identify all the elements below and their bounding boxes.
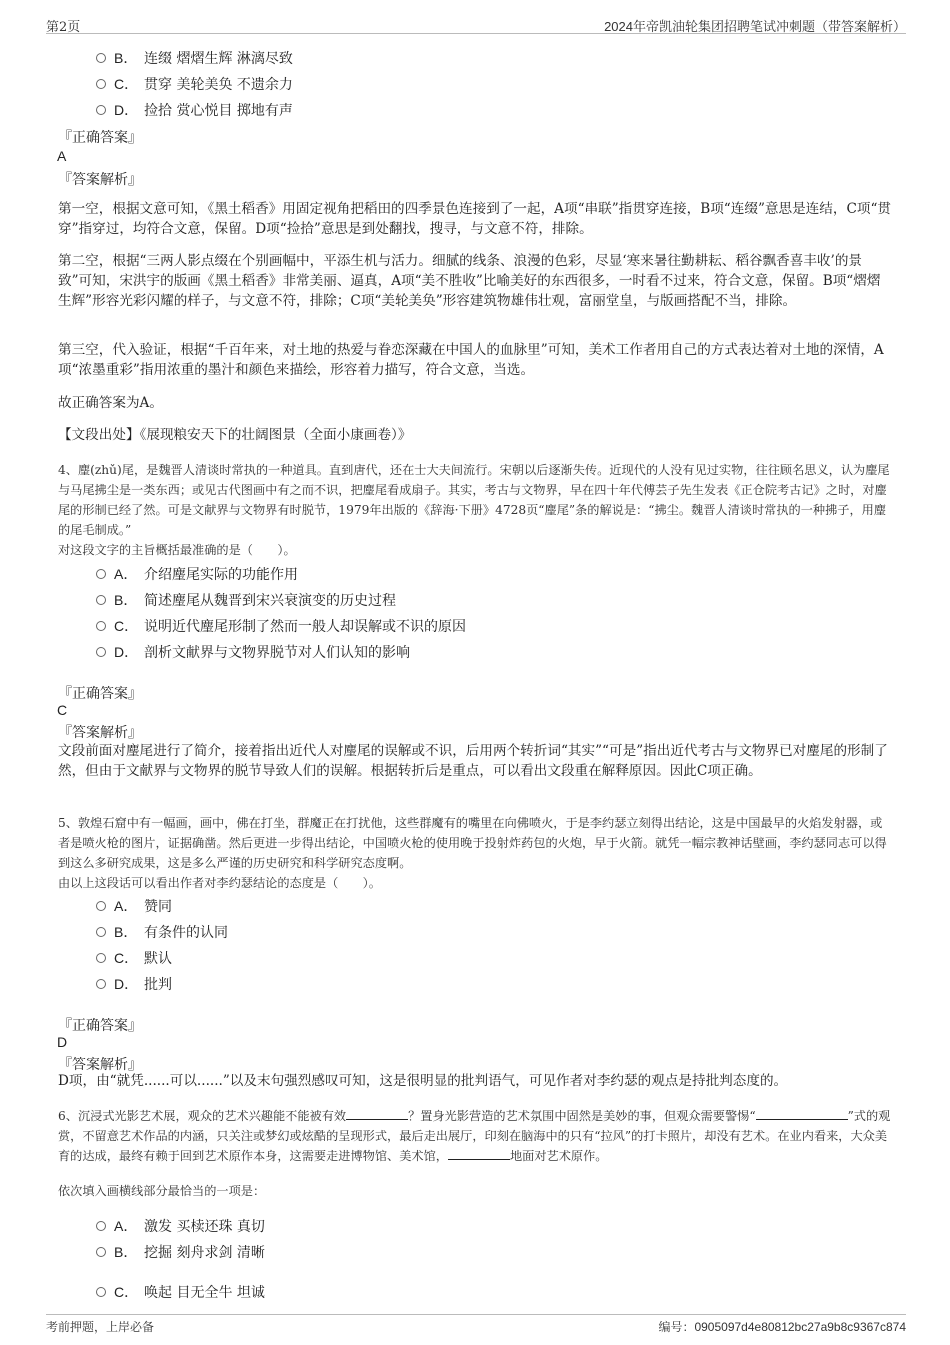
q4-stem: 4、麈(zhǔ)尾，是魏晋人清谈时常执的一种道具。直到唐代，还在士大夫间流行。宋朝以后逐渐失传。近现代的人没有见过实物，往往顾名思义，认为麈尾与马尾拂尘是一类东西；或见古代图画中有之而不识，把麈尾看成扇子。其实，考古与文物界，早在四十年代傅芸子先生发表《正仓院考古记》之时，对麈尾的形制已经了然。可是文献界与文物界有时脱节，1979年出版的《辞海·下册》4728页“麈尾”条的解说是：“拂尘。魏晋人清谈时常执的一种拂子，用麈的尾毛制成。” — [58, 463, 890, 537]
q4-question: 对这段文字的主旨概括最准确的是（ ）。 — [58, 543, 296, 557]
q3-analysis-p1: 第一空，根据文意可知，《黑土稻香》用固定视角把稻田的四季景色连接到了一起，A项“串联”指贯穿连接，B项“连缀”意思是连结，C项“贯穿”指穿过，均符合文意，保留。D项“捡拾”意思是到处翻找，搜寻，与文意不符，排除。 — [58, 201, 891, 237]
radio-icon[interactable] — [96, 1287, 106, 1297]
q3-analysis-label: 『答案解析』 — [58, 172, 142, 188]
radio-icon[interactable] — [96, 1247, 106, 1257]
q6-option-c[interactable]: C． 唤起 目无全牛 坦诚 — [96, 1282, 265, 1304]
q3-analysis-p2: 第二空，根据“三两人影点缀在个别画幅中，平添生机与活力。细腻的线条、浪漫的色彩，尽显‘寒来暑往勤耕耘、稻谷飘香喜丰收’的景致”可知，宋洪宇的版画《黑土稻香》非常美丽、逼真，A项“美不胜收”比喻美好的东西很多，一时看不过来，符合文意，保留。B项“熠熠生辉”形容光彩闪耀的样子，与文意不符，排除；C项“美轮美奂”形容建筑物雄伟壮观，富丽堂皇，与版画搭配不当，排除。 — [58, 253, 881, 309]
q5-stem: 5、敦煌石窟中有一幅画，画中，佛在打坐，群魔正在打扰他，这些群魔有的嘴里在向佛喷火，于是李约瑟立刻得出结论，这是中国最早的火焰发射器，或者是喷火枪的图片，证据确凿。然后更进一步得出结论，中国喷火枪的使用晚于投射炸药包的火炮，早于火箭。就凭一幅宗教神话壁画，李约瑟同志可以得到这么多研究成果，这是多么严谨的历史研究和科学研究态度啊。 — [58, 816, 887, 870]
q3-option-b[interactable]: B． 连缀 熠熠生辉 淋漓尽致 — [96, 48, 293, 70]
radio-icon[interactable] — [96, 927, 106, 937]
page-number: 第2页 — [46, 20, 81, 35]
q5-answer-label: 『正确答案』 — [58, 1018, 142, 1034]
q4-option-a[interactable]: A． 介绍麈尾实际的功能作用 — [96, 564, 298, 586]
radio-icon[interactable] — [96, 901, 106, 911]
radio-icon[interactable] — [96, 595, 106, 605]
radio-icon[interactable] — [96, 1221, 106, 1231]
q6-question: 依次填入画横线部分最恰当的一项是： — [58, 1184, 266, 1198]
q5-answer: D — [57, 1034, 68, 1050]
q5-option-b[interactable]: B． 有条件的认同 — [96, 922, 228, 944]
document-id: 编号：0905097d4e80812bc27a9b8c9367c874 — [658, 1320, 906, 1334]
page-header — [46, 16, 906, 34]
radio-icon[interactable] — [96, 53, 106, 63]
blank-2 — [756, 1108, 848, 1120]
radio-icon[interactable] — [96, 621, 106, 631]
q3-analysis-p4: 故正确答案为A。 — [58, 395, 163, 411]
q3-analysis-p3: 第三空，代入验证，根据“千百年来，对土地的热爱与眷恋深藏在中国人的血脉里”可知，美术工作者用自己的方式表达着对土地的深情，A项“浓墨重彩”指用浓重的墨汁和颜色来描绘，形容着力描写，符合文意，当选。 — [58, 342, 884, 378]
q5-option-a[interactable]: A． 赞同 — [96, 896, 172, 918]
q4-option-c[interactable]: C． 说明近代麈尾形制了然而一般人却误解或不识的原因 — [96, 616, 466, 638]
blank-1 — [346, 1108, 408, 1120]
q4-option-d[interactable]: D． 剖析文献界与文物界脱节对人们认知的影响 — [96, 642, 410, 664]
radio-icon[interactable] — [96, 79, 106, 89]
q4-answer-label: 『正确答案』 — [58, 686, 142, 702]
q5-analysis-label: 『答案解析』 — [58, 1057, 142, 1073]
blank-3 — [448, 1148, 510, 1160]
footer-slogan: 考前押题，上岸必备 — [46, 1320, 155, 1334]
q3-answer-label: 『正确答案』 — [58, 130, 142, 146]
q3-answer: A — [57, 148, 67, 164]
radio-icon[interactable] — [96, 979, 106, 989]
radio-icon[interactable] — [96, 953, 106, 963]
q6-option-a[interactable]: A． 激发 买椟还珠 真切 — [96, 1216, 265, 1238]
q3-source: 【文段出处】《展现粮安天下的壮阔图景（全面小康画卷）》 — [58, 427, 412, 443]
radio-icon[interactable] — [96, 569, 106, 579]
q4-option-b[interactable]: B． 简述麈尾从魏晋到宋兴衰演变的历史过程 — [96, 590, 396, 612]
q4-analysis-label: 『答案解析』 — [58, 725, 142, 741]
q5-option-d[interactable]: D． 批判 — [96, 974, 172, 996]
radio-icon[interactable] — [96, 105, 106, 115]
q5-option-c[interactable]: C． 默认 — [96, 948, 172, 970]
q4-analysis: 文段前面对麈尾进行了简介，接着指出近代人对麈尾的误解或不识，后用两个转折词“其实”“可是”指出近代考古与文物界已对麈尾的形制了然，但由于文献界与文物界的脱节导致人们的误解。根据转折后是重点，可以看出文段重在解释原因。因此C项正确。 — [58, 743, 888, 779]
q6-option-b[interactable]: B． 挖掘 刻舟求剑 清晰 — [96, 1242, 265, 1264]
document-title: 2024年帝凯油轮集团招聘笔试冲刺题（带答案解析） — [604, 19, 906, 34]
radio-icon[interactable] — [96, 647, 106, 657]
q3-option-c[interactable]: C． 贯穿 美轮美奂 不遗余力 — [96, 74, 293, 96]
q5-analysis: D项，由“就凭......可以......”以及末句强烈感叹可知，这是很明显的批判语气，可见作者对李约瑟的观点是持批判态度的。 — [58, 1073, 788, 1089]
q3-option-d[interactable]: D． 捡拾 赏心悦目 掷地有声 — [96, 100, 293, 122]
q5-question: 由以上这段话可以看出作者对李约瑟结论的态度是（ ）。 — [58, 876, 381, 890]
q6-stem: 6、沉浸式光影艺术展，观众的艺术兴趣能不能被有效 ？置身光影营造的艺术氛围中固然是美妙的事，但观众需要警惕“ ”式的观赏，不留意艺术作品的内涵，只关注或梦幻或炫酷的呈现形式，最后走出展厅，印刻在脑海中的只有“拉风”的打卡照片，却没有艺术。在业内看来，大众美育的达成，最终有赖于回到艺术原作本身，这需要走进博物馆、美术馆， 地面对艺术原作。 — [58, 1109, 891, 1163]
page-footer — [46, 1314, 906, 1334]
q4-answer: C — [57, 702, 68, 718]
